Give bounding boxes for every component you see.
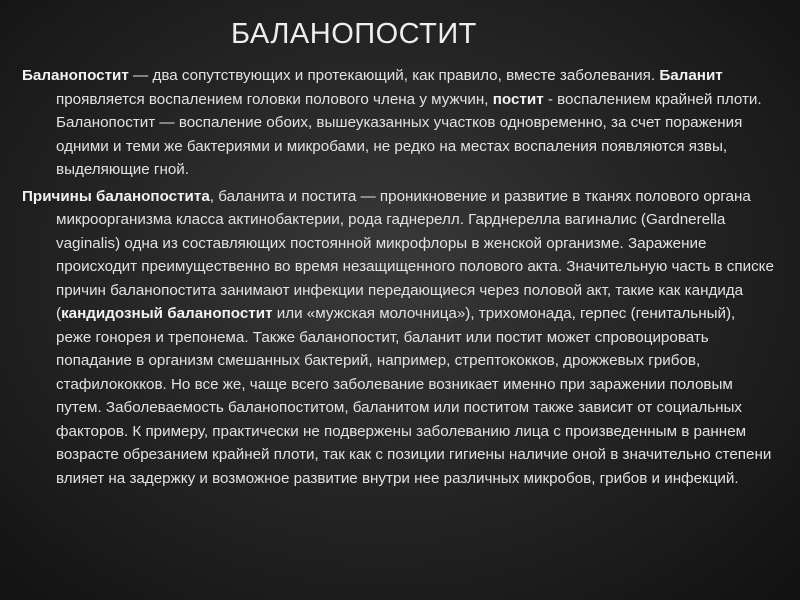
term-posthitis: постит [492,90,544,108]
paragraph-text: - воспалением крайней плоти. Баланопостит — воспаление обоих, вышеуказанных участков одновременно, за счет поражения одними и теми же бактериями и микробами, не редко на местах воспаления появляются язвы, выделяющие гной. [56,90,762,178]
paragraph-text: проявляется воспалением головки полового члена у мужчин, [56,90,493,108]
paragraph-definition [22,64,774,182]
slide-body [22,64,774,490]
paragraph-text: — два сопутствующих и протекающий, как правило, вместе заболевания. [128,67,660,84]
term-candida-balanoposthitis: кандидозный баланопостит [61,305,273,322]
slide-title: БАЛАНОПОСТИТ [231,18,477,50]
term-causes: Причины баланопостита [22,187,210,205]
paragraph-text: или «мужская молочница»), трихомонада, герпес (генитальный), реже гонорея и трепонема. Также баланопостит, баланит или постит может спровоцировать попадание в организм смешанных бактерий, например, стрептококков, дрожжевых грибов, стафилококков. Но все же, чаще всего заболевание возникает именно при заражении половым путем. Заболеваемость баланопоститом, баланитом или поститом также зависит от социальных факторов. К примеру, практически не подвержены заболеванию лица с произведенным в раннем возрасте обрезанием крайней плоти, так как с позиции гигиены наличие оной в значительно степени влияет на задержку и возможное развитие внутри нее различных микробов, грибов и инфекций. [56,305,772,487]
paragraph-causes [22,185,774,491]
term-balanoposthitis: Баланопостит [22,67,129,84]
term-balanitis: Баланит [659,67,723,84]
paragraph-text: , баланита и постита — проникновение и развитие в тканях полового органа микроорганизма класса актинобактерии, рода гаднерелл. Гарднерелла вагиналис (Gardnerella vaginalis) одна из составляющих постоянной микрофлоры в женской организме. Заражение происходит преимущественно во время незащищенного полового акта. Значительную часть в списке причин баланопостита занимают инфекции передающиеся через половой акт, такие как кандида ( [56,187,774,322]
